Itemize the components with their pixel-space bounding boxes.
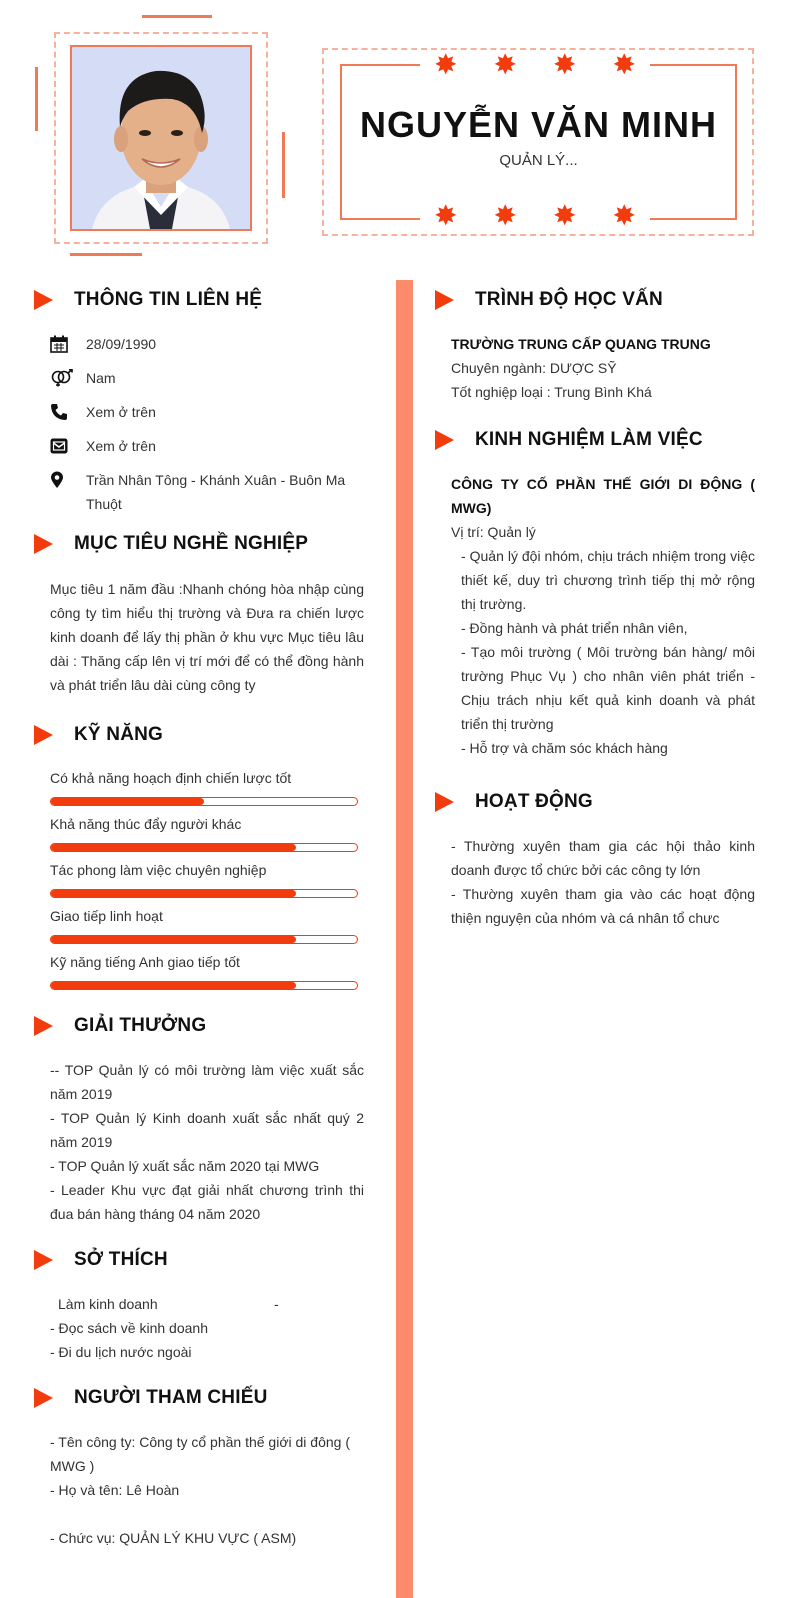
experience-block <box>435 472 755 760</box>
triangle-bullet-icon <box>34 1388 53 1408</box>
hobbies-list <box>34 1292 364 1364</box>
section-heading-awards <box>34 1008 364 1044</box>
triangle-bullet-icon <box>34 1250 53 1270</box>
decor-line-left <box>35 67 38 131</box>
skill-bar-fill <box>51 798 204 805</box>
skill-label: Khả năng thúc đẩy người khác <box>50 816 242 832</box>
triangle-bullet-icon <box>34 1016 53 1036</box>
education-block <box>435 332 755 404</box>
hobby-item: - Đọc sách về kinh doanh <box>50 1320 208 1336</box>
reference-position: - Chức vụ: QUẢN LÝ KHU VỰC ( ASM) <box>50 1530 297 1546</box>
award-item: -- TOP Quản lý có môi trường làm việc xuất sắc năm 2019 <box>50 1062 364 1102</box>
skill-bar <box>50 843 358 852</box>
experience-position: Vị trí: Quản lý <box>451 524 536 540</box>
section-title: TRÌNH ĐỘ HỌC VẤN <box>475 289 663 310</box>
decor-line-right <box>282 132 285 198</box>
section-title: KINH NGHIỆM LÀM VIỆC <box>475 429 703 450</box>
contact-phone <box>50 400 364 424</box>
full-name: NGUYỄN VĂN MINH <box>359 104 718 145</box>
column-divider <box>396 280 413 1598</box>
section-heading-education <box>435 282 755 318</box>
references-list <box>34 1430 364 1550</box>
activities-list <box>435 834 755 930</box>
phone-text: Xem ở trên <box>86 404 156 420</box>
hobby-item <box>50 1292 364 1316</box>
duty-item: - Tạo môi trường ( Môi trường bán hàng/ môi trường Phục Vụ ) cho nhân viên phát triển - Chịu trách nhịu kết quả kinh doanh và phát triển thị trường <box>461 644 755 732</box>
reference-company: - Tên công ty: Công ty cổ phần thế giới di đông ( MWG ) <box>50 1434 350 1474</box>
education-major: Chuyên ngành: DƯỢC SỸ <box>451 360 617 376</box>
reference-person: - Họ và tên: Lê Hoàn <box>50 1482 180 1498</box>
triangle-bullet-icon <box>435 430 454 450</box>
contact-list <box>34 332 364 516</box>
skill-label: Có khả năng hoạch định chiến lược tốt <box>50 770 292 786</box>
hobby-text: Làm kinh doanh <box>58 1296 158 1312</box>
star-icon: ✸ <box>434 199 458 232</box>
skill-label: Kỹ năng tiếng Anh giao tiếp tốt <box>50 954 240 970</box>
skill-item <box>50 951 364 990</box>
section-title: SỞ THÍCH <box>74 1249 168 1270</box>
spacer <box>50 1502 364 1526</box>
skill-bar <box>50 981 358 990</box>
skill-label: Tác phong làm việc chuyên nghiệp <box>50 862 267 878</box>
left-column <box>34 282 364 1550</box>
company-name: CÔNG TY CỐ PHẦN THẾ GIỚI DI ĐỘNG ( MWG) <box>451 476 755 516</box>
hobby-item: - Đi du lịch nước ngoài <box>50 1344 192 1360</box>
triangle-bullet-icon <box>34 534 53 554</box>
school-name: TRƯỜNG TRUNG CẤP QUANG TRUNG <box>451 336 711 352</box>
star-icon: ✸ <box>493 48 517 81</box>
activity-item: - Thường xuyên tham gia các hội thảo kinh doanh được tổ chức bởi các công ty lớn <box>451 838 755 878</box>
skill-item <box>50 905 364 944</box>
section-heading-references <box>34 1380 364 1416</box>
email-text: Xem ở trên <box>86 438 156 454</box>
skill-label: Giao tiếp linh hoạt <box>50 908 163 924</box>
skill-item <box>50 767 364 806</box>
email-icon <box>50 434 86 458</box>
section-title: MỤC TIÊU NGHỀ NGHIỆP <box>74 533 309 554</box>
triangle-bullet-icon <box>34 290 53 310</box>
section-title: THÔNG TIN LIÊN HỆ <box>74 289 263 310</box>
hobby-dash: - <box>274 1296 279 1312</box>
objective-text: Mục tiêu 1 năm đầu :Nhanh chóng hòa nhập cùng công ty tìm hiểu thị trường và Đưa ra chiến lược kinh doanh để lấy thị phần ở khu vực Mục tiêu lâu dài : Thăng cấp lên vị trí mới để có thể đồng hành và phát triển lâu dài cùng công ty <box>50 581 364 693</box>
decor-line-bottom <box>70 253 142 256</box>
portrait-image <box>72 47 250 229</box>
contact-gender <box>50 366 364 390</box>
address-text: Trần Nhân Tông - Khánh Xuân - Buôn Ma Thuột <box>86 472 346 512</box>
contact-birthday <box>50 332 364 356</box>
section-heading-objective <box>34 526 364 562</box>
contact-address <box>50 468 364 516</box>
triangle-bullet-icon <box>435 290 454 310</box>
star-icon: ✸ <box>434 48 458 81</box>
skill-bar-fill <box>51 844 296 851</box>
section-heading-experience <box>435 422 755 458</box>
skills-list <box>34 767 364 990</box>
star-icon: ✸ <box>553 199 577 232</box>
gender-icon <box>50 366 86 390</box>
skill-item <box>50 813 364 852</box>
star-icon: ✸ <box>612 48 636 81</box>
birthday-text: 28/09/1990 <box>86 336 157 352</box>
section-heading-activities <box>435 784 755 820</box>
star-icon: ✸ <box>553 48 577 81</box>
calendar-icon <box>50 332 86 356</box>
award-item: - TOP Quản lý xuất sắc năm 2020 tại MWG <box>50 1158 320 1174</box>
duty-item: - Quản lý đội nhóm, chịu trách nhiệm trong việc thiết kế, duy trì chương trình tiếp thị mở rộng thị trường. <box>461 548 755 612</box>
skill-bar <box>50 889 358 898</box>
awards-list <box>34 1058 364 1226</box>
skill-bar-fill <box>51 982 296 989</box>
skill-bar-fill <box>51 890 296 897</box>
avatar <box>70 45 252 231</box>
skill-bar-fill <box>51 936 296 943</box>
triangle-bullet-icon <box>34 725 53 745</box>
star-row-top <box>420 50 650 80</box>
section-heading-contact <box>34 282 364 318</box>
section-heading-skills <box>34 717 364 753</box>
award-item: - Leader Khu vực đạt giải nhất chương trình thi đua bán hàng tháng 04 năm 2020 <box>50 1182 364 1222</box>
job-title: QUẢN LÝ... <box>499 152 578 169</box>
location-pin-icon <box>50 468 86 492</box>
skill-bar <box>50 797 358 806</box>
section-title: HOẠT ĐỘNG <box>475 791 593 812</box>
award-item: - TOP Quản lý Kinh doanh xuất sắc nhất quý 2 năm 2019 <box>50 1110 364 1150</box>
right-column <box>435 282 755 930</box>
gender-text: Nam <box>86 370 116 386</box>
section-title: KỸ NĂNG <box>74 724 164 745</box>
triangle-bullet-icon <box>435 792 454 812</box>
phone-icon <box>50 400 86 424</box>
section-title: GIẢI THƯỞNG <box>74 1015 207 1036</box>
star-row-bottom <box>420 201 650 231</box>
duty-item: - Hỗ trợ và chăm sóc khách hàng <box>461 740 668 756</box>
star-icon: ✸ <box>612 199 636 232</box>
duty-item: - Đồng hành và phát triển nhân viên, <box>461 620 688 636</box>
star-icon: ✸ <box>493 199 517 232</box>
contact-email <box>50 434 364 458</box>
section-title: NGƯỜI THAM CHIẾU <box>74 1387 268 1408</box>
activity-item: - Thường xuyên tham gia vào các hoạt động thiện nguyện của nhóm và cá nhân tổ chưc <box>451 886 755 926</box>
section-heading-hobbies <box>34 1242 364 1278</box>
skill-item <box>50 859 364 898</box>
skill-bar <box>50 935 358 944</box>
education-grade: Tốt nghiệp loại : Trung Bình Khá <box>451 384 652 400</box>
decor-line-top <box>142 15 212 18</box>
